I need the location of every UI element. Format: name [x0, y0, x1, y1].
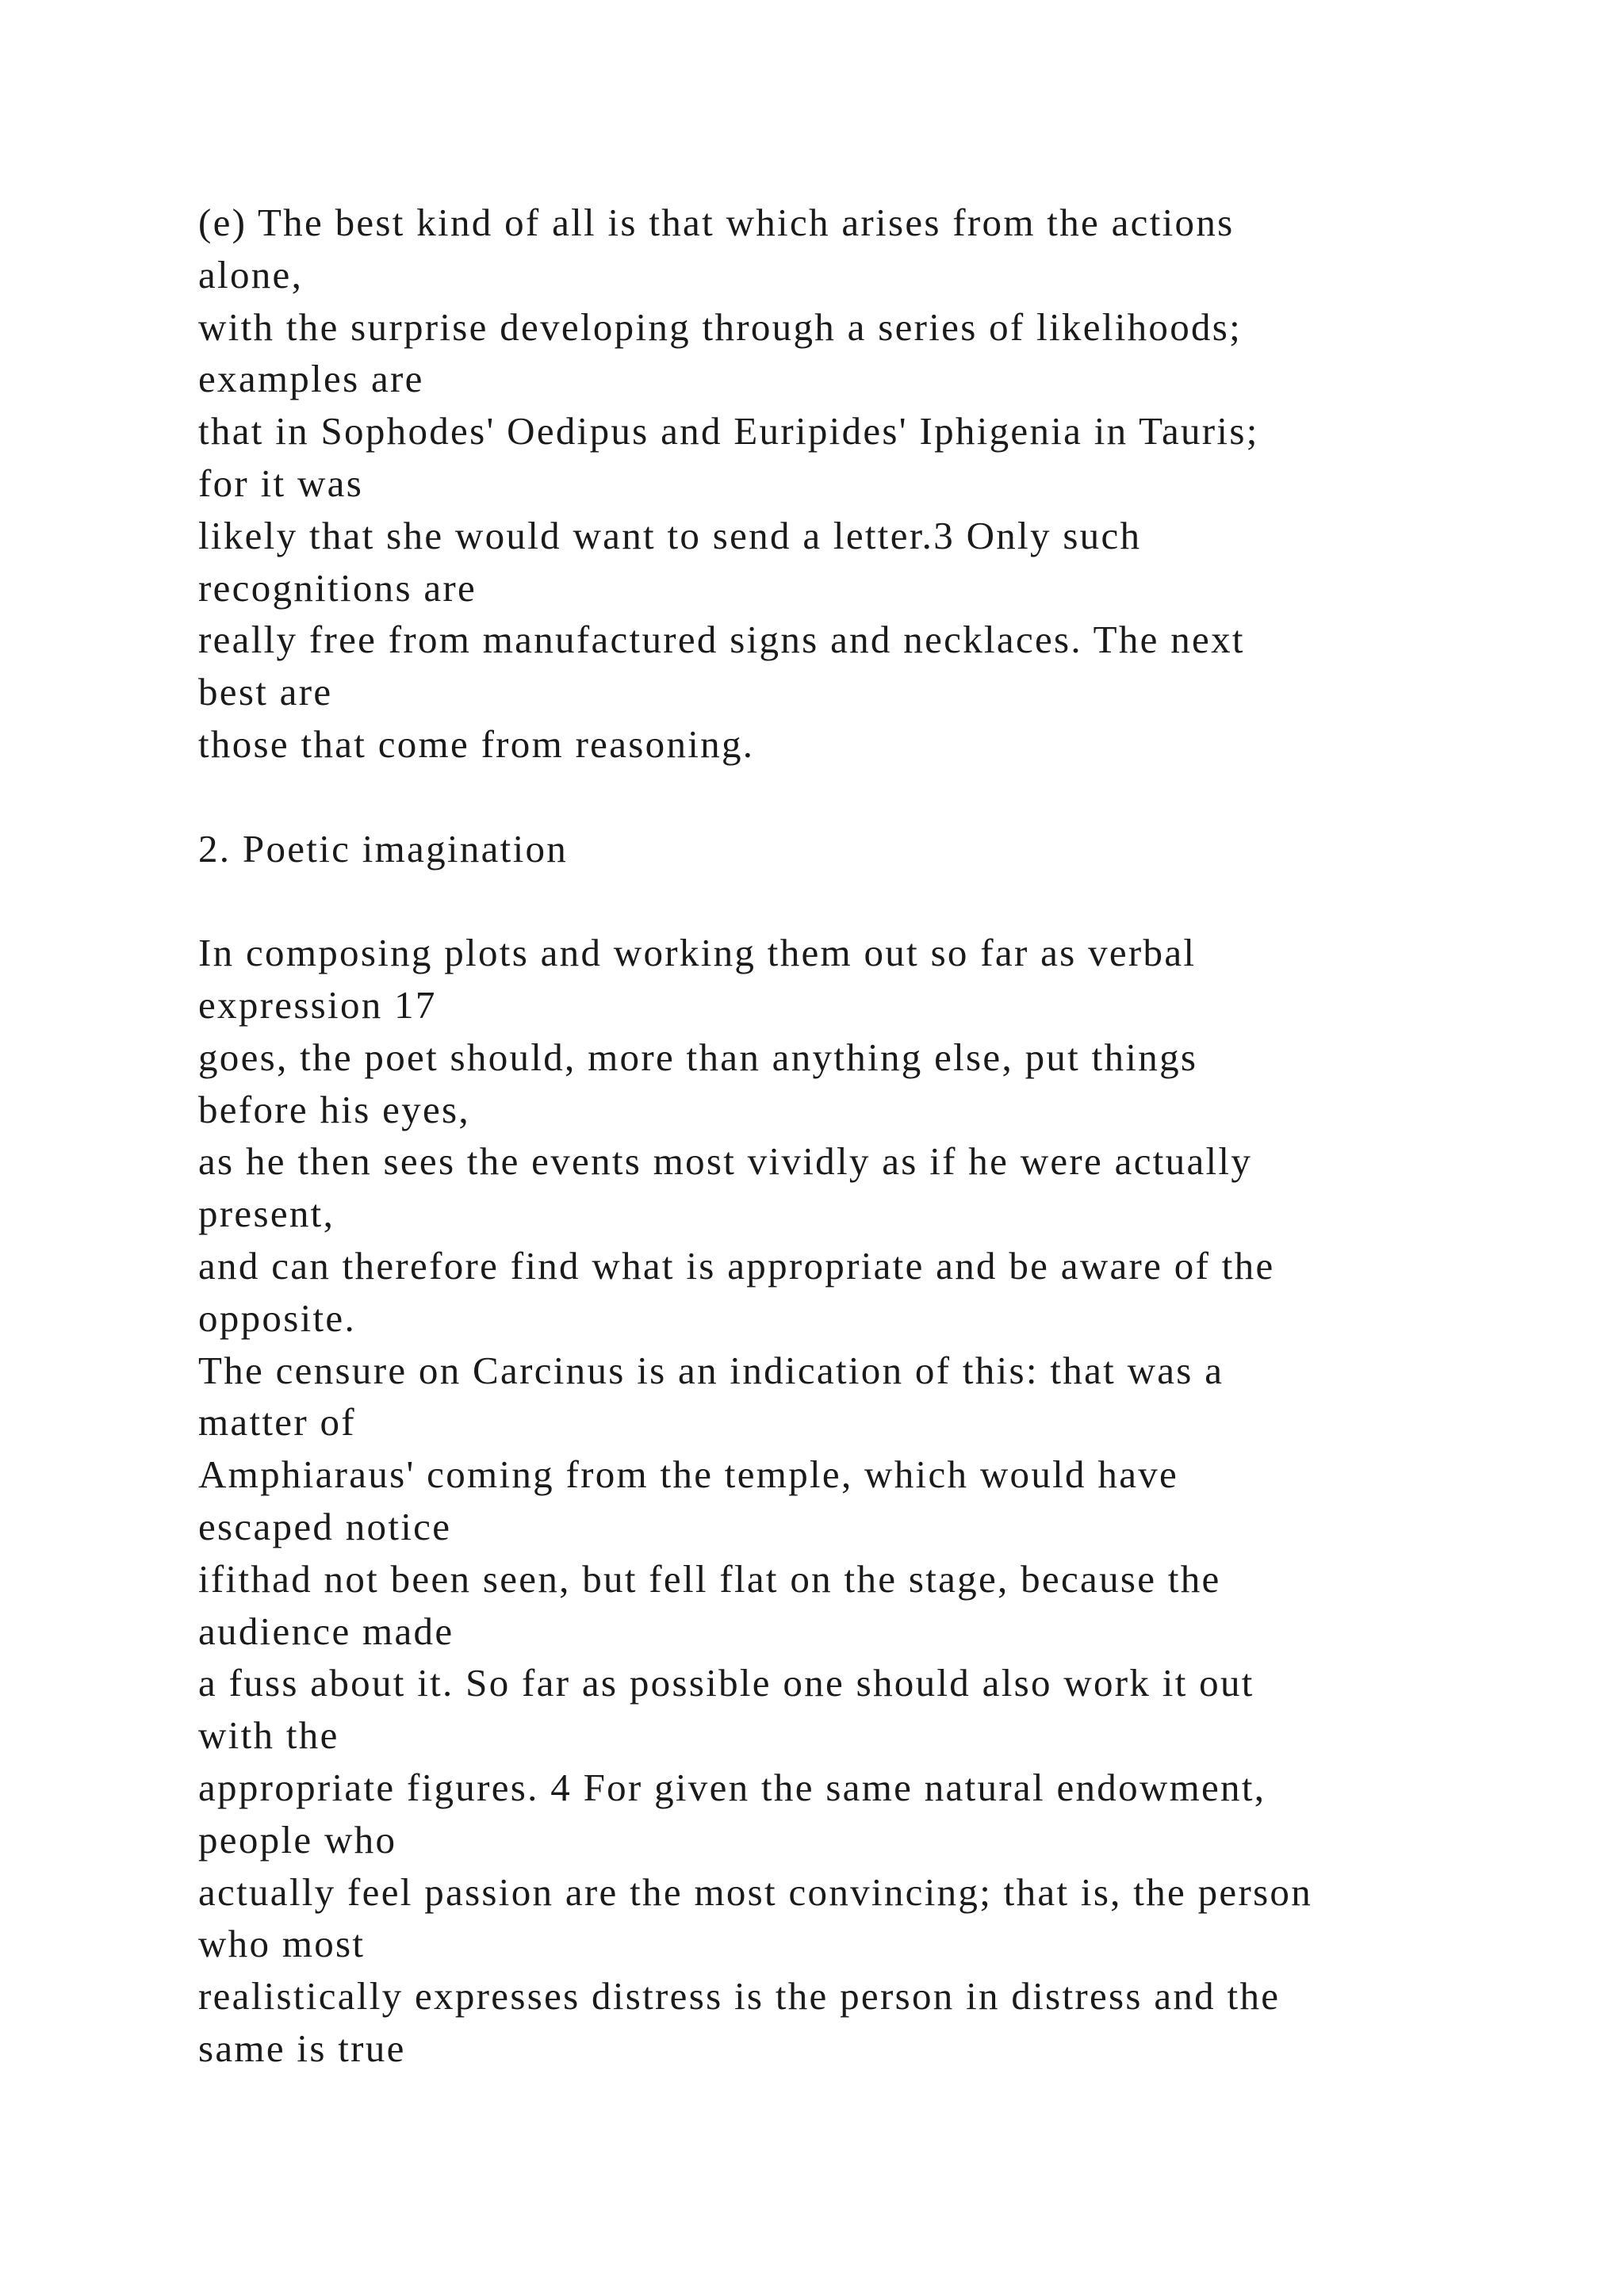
- text-line: best are: [198, 670, 333, 714]
- text-line: opposite.: [198, 1295, 356, 1340]
- paragraph-spacer: [198, 874, 1546, 927]
- text-line: realistically expresses distress is the person in distress and the: [198, 1974, 1281, 2019]
- text-line: really free from manufactured signs and necklaces. The next: [198, 618, 1245, 662]
- text-line: actually feel passion are the most convincing; that is, the person: [198, 1869, 1313, 1914]
- text-line: same is true: [198, 2026, 406, 2070]
- text-line: examples are: [198, 357, 424, 401]
- text-line: expression 17: [198, 982, 437, 1027]
- paragraph-2: [198, 927, 1546, 2075]
- text-line: and can therefore find what is appropriate and be aware of the: [198, 1243, 1275, 1288]
- text-line: recognitions are: [198, 565, 477, 610]
- text-line: with the surprise developing through a series of likelihoods;: [198, 304, 1243, 349]
- text-line: a fuss about it. So far as possible one should also work it out: [198, 1661, 1254, 1705]
- text-line: who most: [198, 1922, 366, 1966]
- text-line: The censure on Carcinus is an indication of this: that was a: [198, 1348, 1224, 1392]
- text-line: as he then sees the events most vividly as if he were actually: [198, 1139, 1253, 1184]
- text-line: escaped notice: [198, 1504, 452, 1548]
- text-line: present,: [198, 1192, 335, 1236]
- paragraph-spacer: [198, 771, 1546, 823]
- section-heading: 2. Poetic imagination: [198, 826, 569, 871]
- paragraph-1: [198, 197, 1546, 771]
- text-line: audience made: [198, 1609, 454, 1653]
- text-line: Amphiaraus' coming from the temple, which would have: [198, 1452, 1179, 1497]
- text-line: In composing plots and working them out so far as verbal: [198, 931, 1197, 975]
- text-line: appropriate figures. 4 For given the same natural endowment,: [198, 1765, 1266, 1809]
- text-line: that in Sophodes' Oedipus and Euripides' Iphigenia in Tauris;: [198, 409, 1259, 453]
- document-text: [198, 197, 1546, 2075]
- text-line: with the: [198, 1713, 339, 1758]
- text-line: alone,: [198, 252, 304, 297]
- text-line: (e) The best kind of all is that which arises from the actions: [198, 201, 1235, 244]
- text-line: before his eyes,: [198, 1087, 470, 1131]
- text-line: goes, the poet should, more than anything else, put things: [198, 1035, 1198, 1079]
- text-line: likely that she would want to send a letter.3 Only such: [198, 513, 1142, 557]
- text-line: matter of: [198, 1400, 356, 1445]
- text-line: ifithad not been seen, but fell flat on the stage, because the: [198, 1556, 1221, 1601]
- text-line: people who: [198, 1817, 397, 1862]
- text-line: for it was: [198, 461, 364, 505]
- text-line: those that come from reasoning.: [198, 721, 755, 766]
